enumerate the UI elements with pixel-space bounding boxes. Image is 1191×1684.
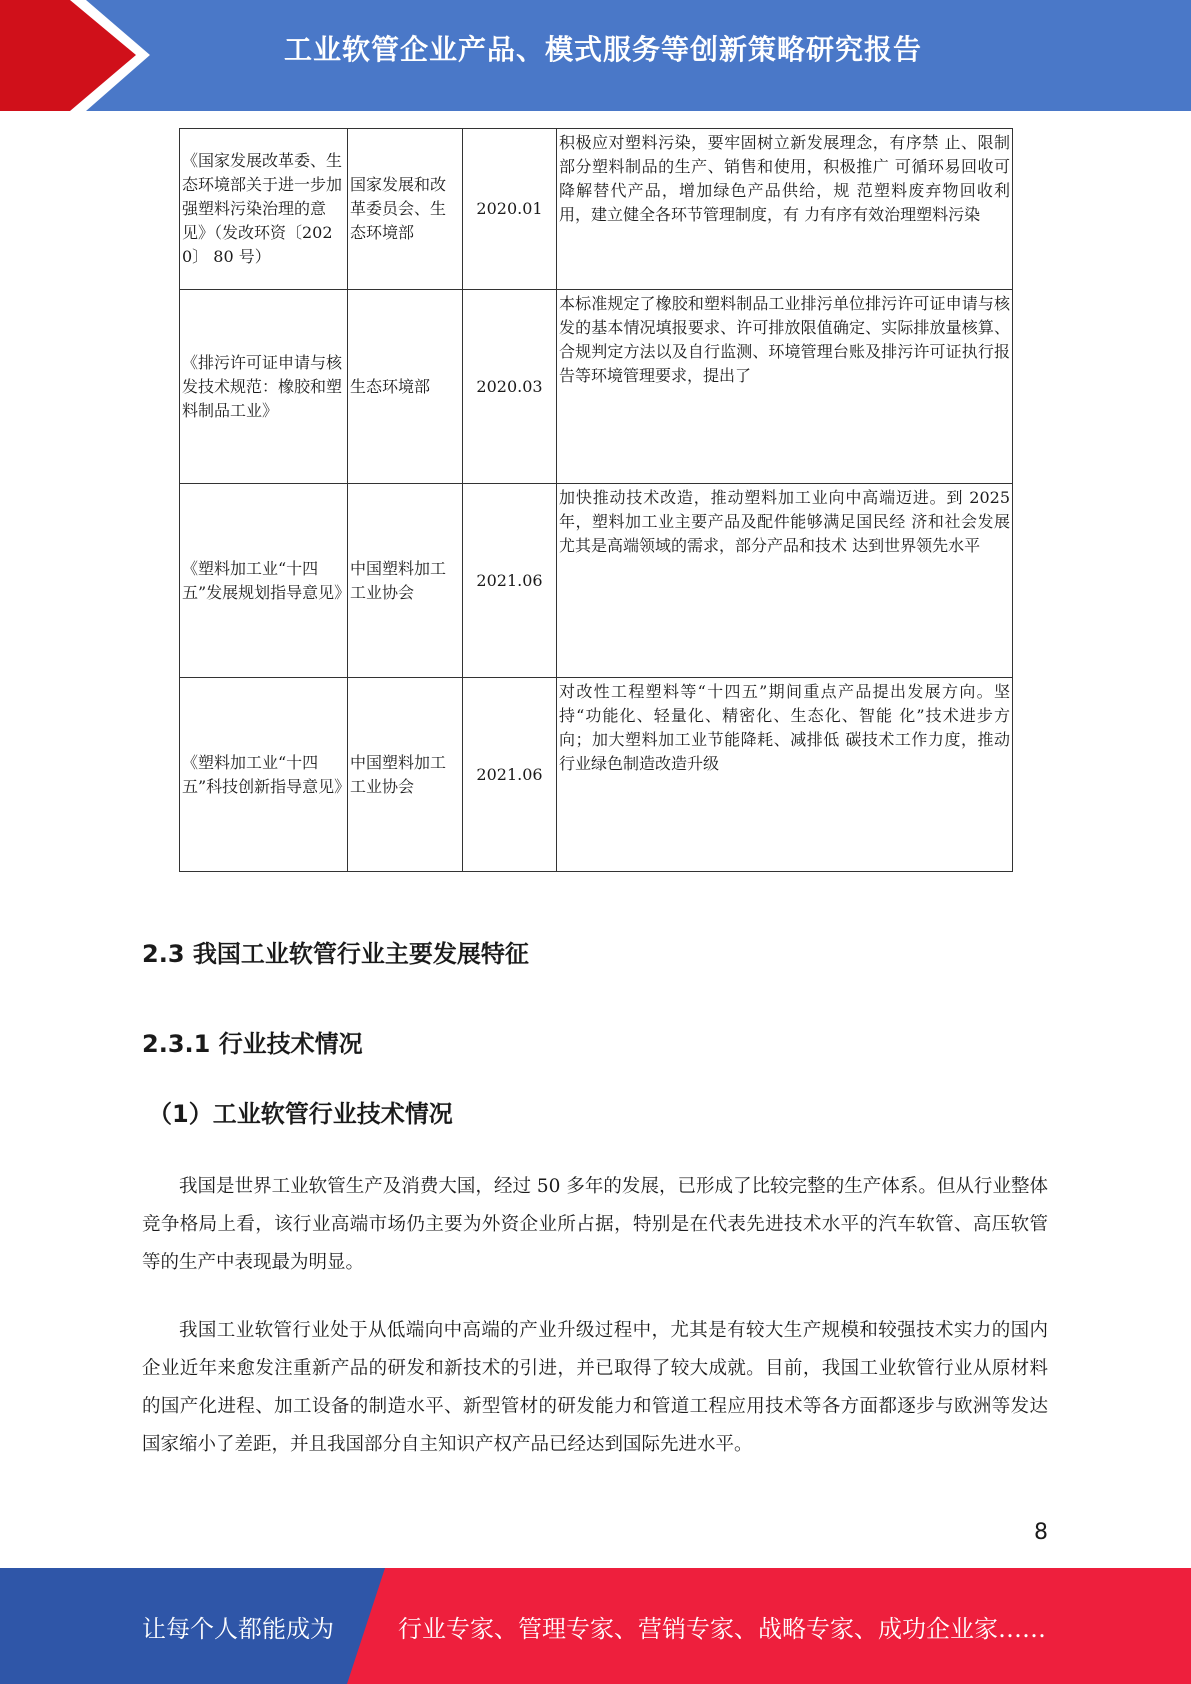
body-paragraph: 我国工业软管行业处于从低端向中高端的产业升级过程中，尤其是有较大生产规模和较强技术实力的国内企业近年来愈发注重新产品的研发和新技术的引进，并已取得了较大成就。目前，我国工业软管行业从原材料的国产化进程、加工设备的制造水平、新型管材的研发能力和管道工程应用技术等各方面都逐步与欧洲等发达国家缩小了差距，并且我国部分自主知识产权产品已经达到国际先进水平。 <box>142 1320 1048 1455</box>
table-row <box>180 129 1013 290</box>
issuer-cell: 国家发展和改革委员会、生态环境部 <box>348 129 463 290</box>
page-number: 8 <box>1034 1520 1048 1545</box>
issuer-cell: 中国塑料加工工业协会 <box>348 484 463 678</box>
policy-name-cell: 《塑料加工业“十四五”科技创新指导意见》 <box>180 678 348 872</box>
body-paragraph: 我国是世界工业软管生产及消费大国，经过 50 多年的发展，已形成了比较完整的生产体系。但从行业整体竞争格局上看，该行业高端市场仍主要为外资企业所占据，特别是在代表先进技术水平的汽车软管、高压软管等的生产中表现最为明显。 <box>142 1176 1048 1273</box>
policy-table <box>179 128 1013 872</box>
date-cell: 2020.01 <box>463 129 557 290</box>
header-arrow-graphic <box>0 0 150 111</box>
header-title: 工业软管企业产品、模式服务等创新策略研究报告 <box>283 33 922 66</box>
issuer-cell: 生态环境部 <box>348 290 463 484</box>
table-row <box>180 484 1013 678</box>
page-header <box>0 0 1191 111</box>
content-cell: 本标准规定了橡胶和塑料制品工业排污单位排污许可证申请与核发的基本情况填报要求、许可排放限值确定、实际排放量核算、合规判定方法以及自行监测、环境管理台账及排污许可证执行报告等环境管理要求，提出了 <box>557 290 1013 484</box>
policy-name-cell: 《国家发展改革委、生态环境部关于进一步加强塑料污染治理的意见》（发改环资〔2020〕 80 号） <box>180 129 348 290</box>
issuer-cell: 中国塑料加工工业协会 <box>348 678 463 872</box>
content-cell: 对改性工程塑料等“十四五”期间重点产品提出发展方向。坚持“功能化、轻量化、精密化、生态化、智能 化”技术进步方向；加大塑料加工业节能降耗、减排低 碳技术工作力度，推动行业绿色制造改造升级 <box>557 678 1013 872</box>
subsubsection-heading: （1）工业软管行业技术情况 <box>148 1100 453 1128</box>
section-heading: 2.3 我国工业软管行业主要发展特征 <box>142 940 529 968</box>
date-cell: 2021.06 <box>463 484 557 678</box>
content-cell: 积极应对塑料污染，要牢固树立新发展理念，有序禁 止、限制部分塑料制品的生产、销售和使用，积极推广 可循环易回收可降解替代产品，增加绿色产品供给，规 范塑料废弃物回收利用，建立健全各环节管理制度，有 力有序有效治理塑料污染 <box>557 129 1013 290</box>
date-cell: 2020.03 <box>463 290 557 484</box>
table-row <box>180 678 1013 872</box>
footer-slogan-right: 行业专家、管理专家、营销专家、战略专家、成功企业家…… <box>398 1615 1046 1643</box>
table-row <box>180 290 1013 484</box>
page-footer <box>0 1568 1191 1684</box>
content-cell: 加快推动技术改造，推动塑料加工业向中高端迈进。到 2025 年，塑料加工业主要产品及配件能够满足国民经 济和社会发展尤其是高端领域的需求，部分产品和技术 达到世界领先水平 <box>557 484 1013 678</box>
footer-slogan-left: 让每个人都能成为 <box>142 1615 334 1643</box>
policy-name-cell: 《排污许可证申请与核发技术规范：橡胶和塑料制品工业》 <box>180 290 348 484</box>
policy-name-cell: 《塑料加工业“十四五”发展规划指导意见》 <box>180 484 348 678</box>
date-cell: 2021.06 <box>463 678 557 872</box>
subsection-heading: 2.3.1 行业技术情况 <box>142 1030 363 1058</box>
